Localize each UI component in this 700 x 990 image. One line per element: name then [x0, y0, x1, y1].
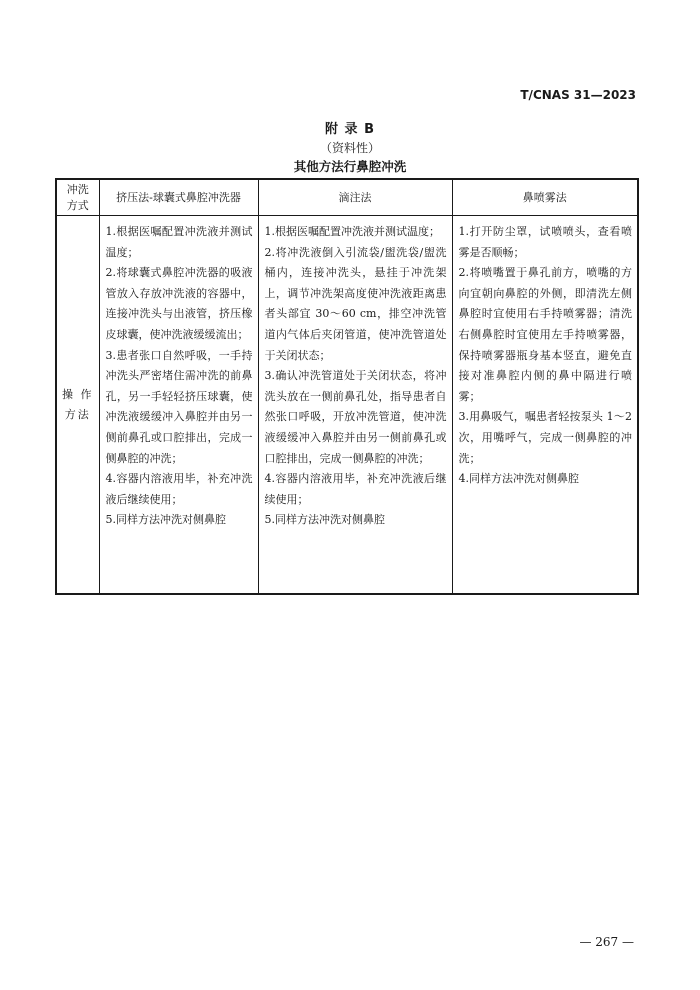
step-item: 4.容器内溶液用毕，补充冲洗液后继续使用；: [264, 472, 447, 506]
drip-steps-list: [259, 216, 452, 531]
irrigation-methods-table: [55, 178, 639, 595]
step-item: 5.同样方法冲洗对侧鼻腔: [264, 513, 385, 527]
cell-spray-steps: [452, 216, 638, 595]
step-item: 4.容器内溶液用毕，补充冲洗液后继续使用；: [105, 472, 253, 506]
cell-drip-steps: [258, 216, 452, 595]
table-row-operation: [56, 216, 638, 595]
row-label-operation-method: [56, 216, 99, 595]
step-item: 1.根据医嘱配置冲洗液并测试温度；: [105, 225, 253, 259]
appendix-title: 附 录 B: [325, 122, 375, 137]
table-title: 其他方法行鼻腔冲洗: [293, 159, 407, 174]
spray-steps-list: [453, 216, 638, 490]
appendix-nature: （资料性）: [319, 141, 380, 155]
header-squeeze-method: 挤压法-球囊式鼻腔冲洗器: [99, 179, 258, 216]
step-item: 1.根据医嘱配置冲洗液并测试温度；: [264, 225, 440, 238]
header-method-type: [56, 179, 99, 216]
step-item: 4.同样方法冲洗对侧鼻腔: [458, 472, 579, 486]
step-item: 1.打开防尘罩，试喷喷头，查看喷雾是否顺畅；: [458, 225, 632, 259]
step-item: 3.用鼻吸气，嘱患者轻按泵头 1～2 次，用嘴呼气，完成一侧鼻腔的冲洗；: [458, 410, 632, 465]
squeeze-steps-list: [100, 216, 258, 531]
step-item: 2.将冲洗液倒入引流袋/盥洗袋/盥洗桶内，连接冲洗头，悬挂于冲洗架上，调节冲洗架高度使冲洗液距离患者头部宜 30～60 cm，排空冲洗管道内气体后夹闭管道，使冲洗管道处于关闭状态；: [264, 245, 447, 362]
header-drip-method: 滴注法: [258, 179, 452, 216]
step-item: 2.将喷嘴置于鼻孔前方，喷嘴的方向宜朝向鼻腔的外侧，即清洗左侧鼻腔时宜使用右手持喷雾器；清洗右侧鼻腔时宜使用左手持喷雾器，保持喷雾器瓶身基本竖直，避免直接对准鼻腔内侧的鼻中隔进行喷雾；: [458, 266, 632, 403]
header-nasal-spray-method: 鼻喷雾法: [452, 179, 638, 216]
step-item: 2.将球囊式鼻腔冲洗器的吸液管放入存放冲洗液的容器中，连接冲洗头与出液管，挤压橡皮球囊，使冲洗液缓缓流出；: [105, 266, 253, 341]
row-label-text: 操 作 方法: [62, 387, 94, 421]
cell-squeeze-steps: [99, 216, 258, 595]
standard-code: T/CNAS 31—2023: [520, 88, 636, 102]
page-number: — 267 —: [579, 935, 634, 949]
step-item: 3.确认冲洗管道处于关闭状态，将冲洗头放在一侧前鼻孔处，指导患者自然张口呼吸，开放冲洗管道，使冲洗液缓缓冲入鼻腔并由另一侧前鼻孔或口腔排出，完成一侧鼻腔的冲洗；: [264, 369, 447, 465]
table-header-row: [56, 179, 638, 216]
step-item: 5.同样方法冲洗对侧鼻腔: [105, 513, 226, 527]
step-item: 3.患者张口自然呼吸，一手持冲洗头严密堵住需冲洗的前鼻孔，另一手轻轻挤压球囊，使冲洗液缓缓冲入鼻腔并由另一侧前鼻孔或口腔排出，完成一侧鼻腔的冲洗；: [105, 348, 253, 465]
header-method-type-label: 冲洗 方式: [66, 182, 89, 212]
